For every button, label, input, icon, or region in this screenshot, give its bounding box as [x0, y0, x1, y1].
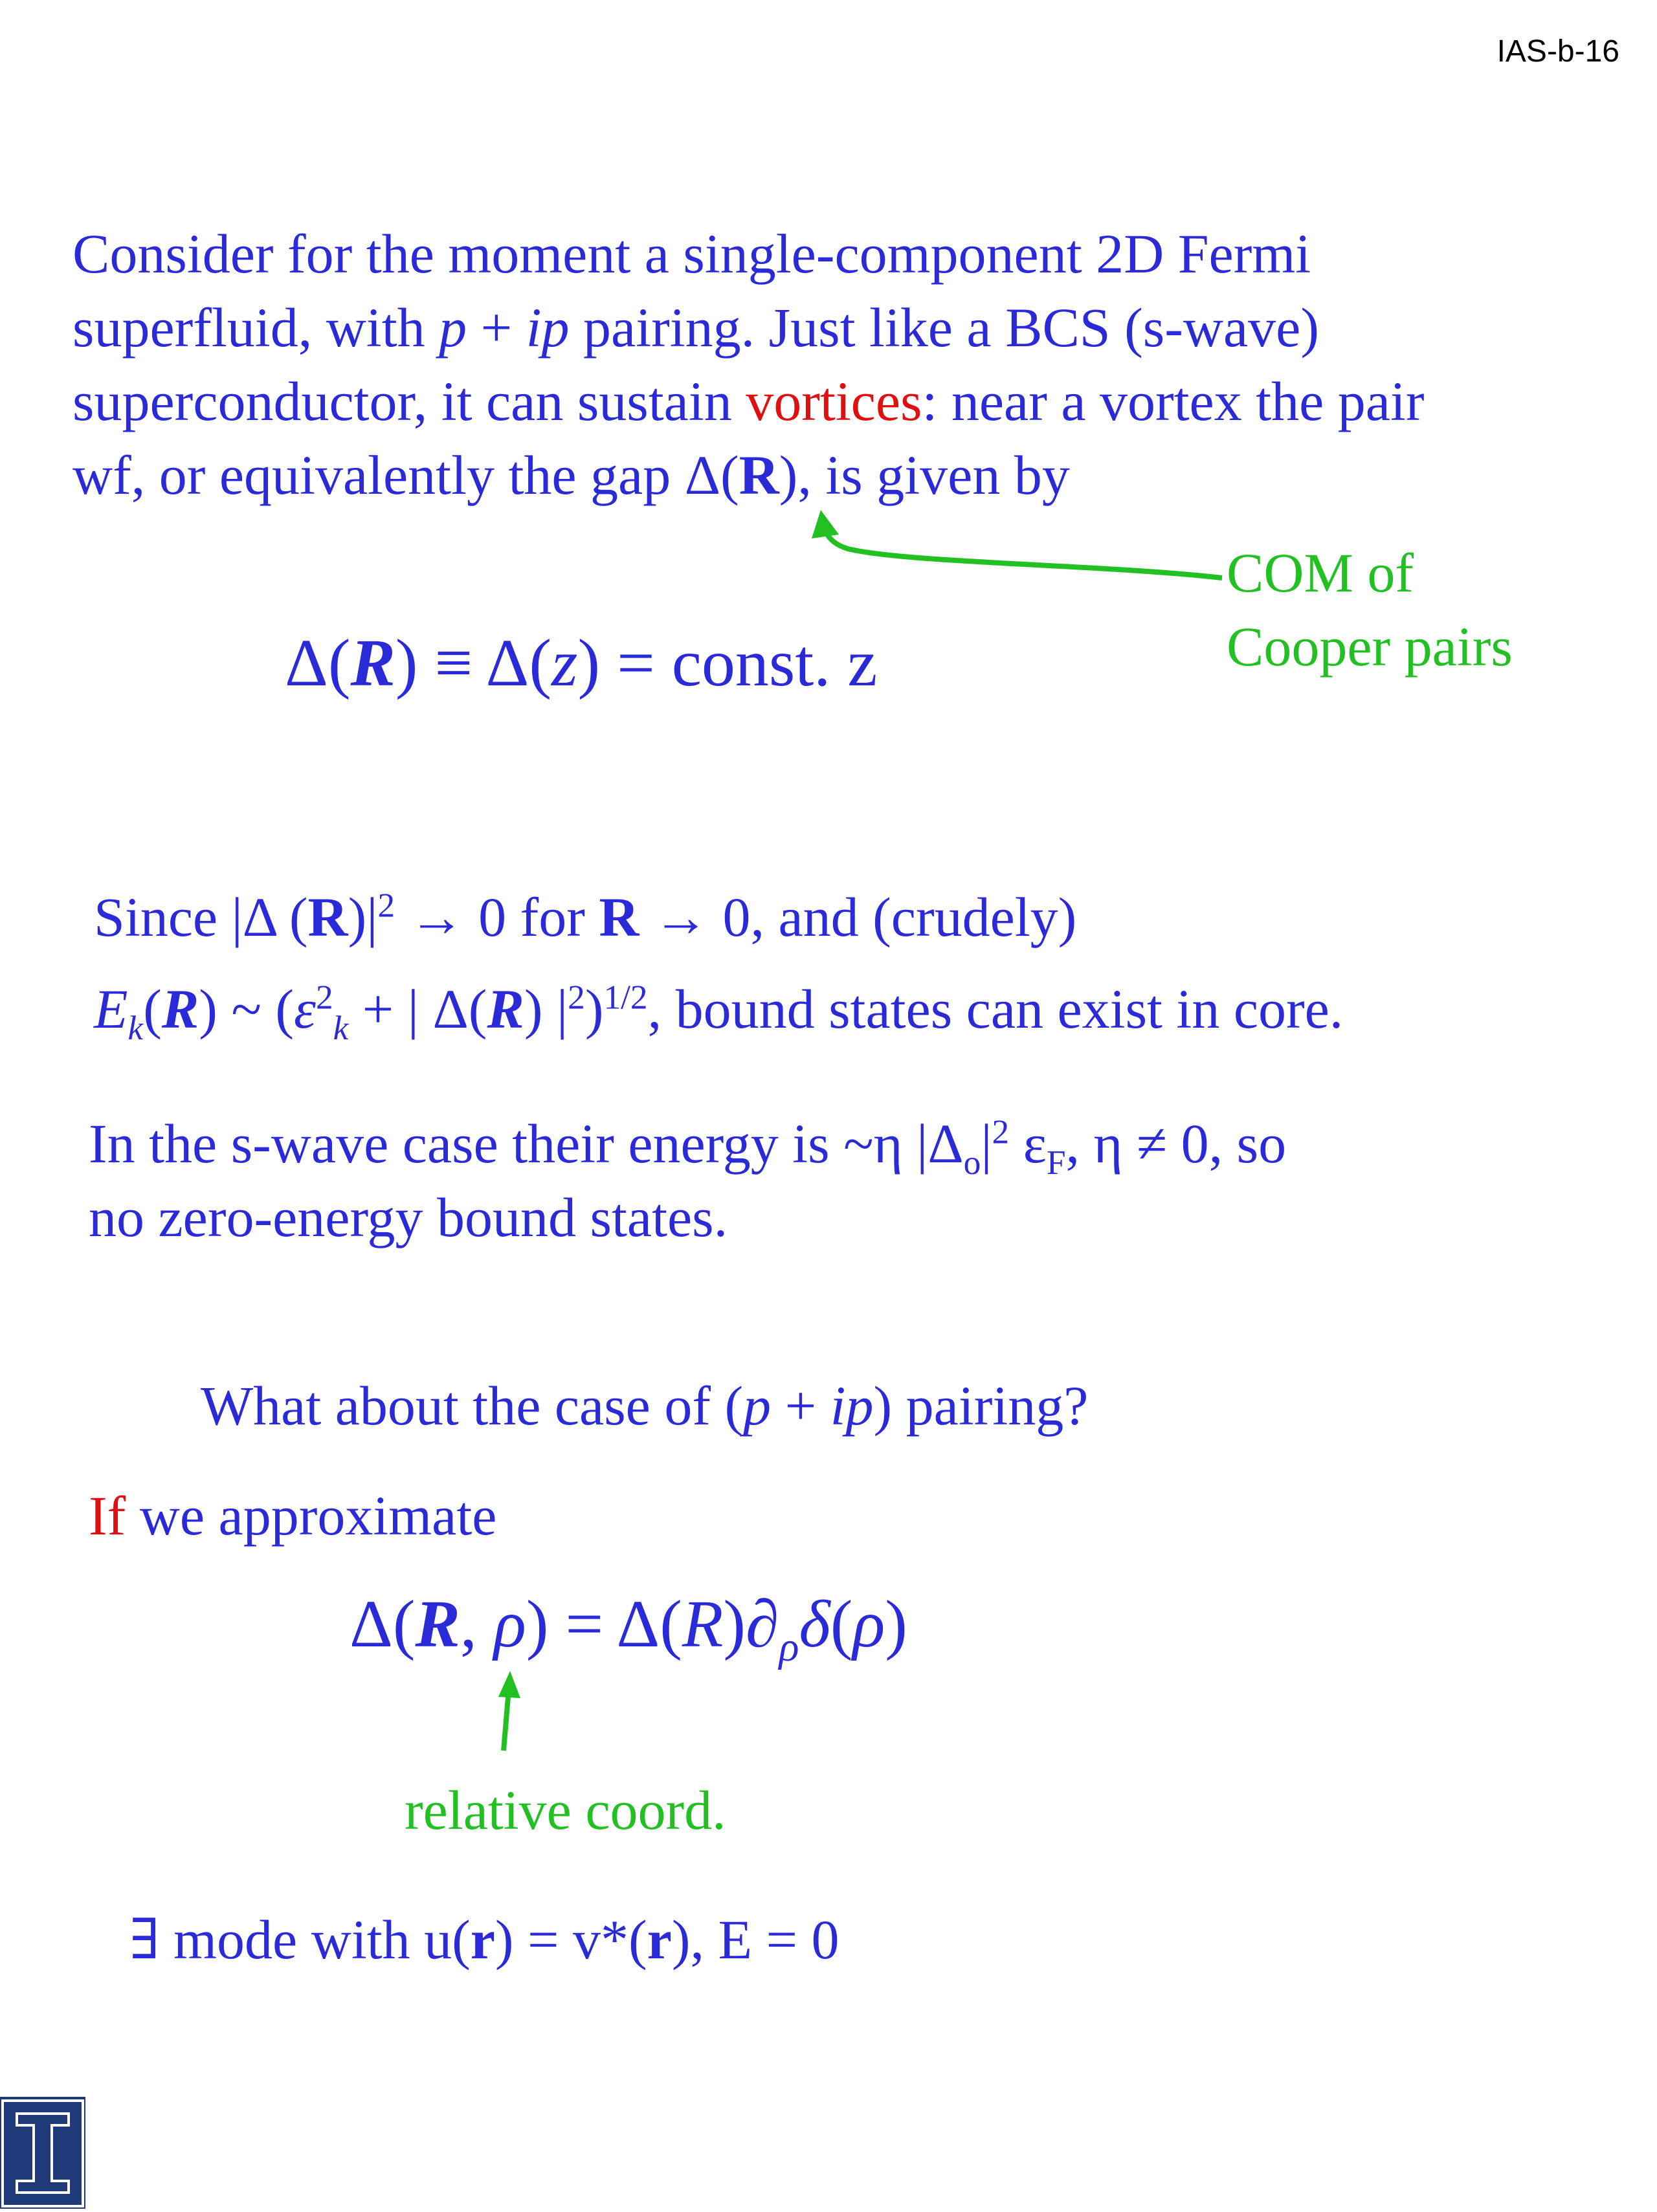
- intro-line-4: wf, or equivalently the gap Δ(R), is given by: [72, 444, 1070, 506]
- pip-question: What about the case of (p + ip) pairing?: [201, 1375, 1089, 1437]
- energy-formula-line: $E_k(R)$ ~ ($\varepsilon^2_k$ + | Δ(R) $|^2)^{1/2}$, bound states can exist in core.: [94, 977, 1344, 1048]
- com-label-line-2: Cooper pairs: [1227, 615, 1513, 678]
- swave-line-2: no zero-energy bound states.: [89, 1186, 728, 1248]
- intro-paragraph: [72, 217, 1425, 512]
- block-i-icon: [0, 2097, 85, 2209]
- pair-wavefunction-equation: Δ(R, $\rho) = \Delta(R)\partial_\rho\delta(\rho)$: [350, 1587, 907, 1670]
- com-arrow: [812, 510, 1222, 578]
- vortices-highlight: vortices: [746, 370, 922, 432]
- if-highlight: If: [89, 1485, 126, 1547]
- core-paragraph: [94, 880, 1343, 1046]
- com-annotation: [1227, 536, 1513, 683]
- intro-line-2: superfluid, with p + ip pairing. Just like a BCS (s-wave): [72, 296, 1319, 359]
- core-line-1: Since |Δ $(R)|^2 \to 0$ for R → 0, and (crudely): [94, 885, 1077, 948]
- zero-mode-line: ∃ mode with u(r) = v*(r), E = 0: [129, 1908, 840, 1971]
- com-label-line-1: COM of: [1227, 542, 1414, 604]
- swave-line-1: In the s-wave case their energy is ~η $|\Delta_o|^2$ $\varepsilon_F$, η ≠ 0, so: [89, 1112, 1287, 1182]
- approx-line: If we approximate: [89, 1485, 497, 1547]
- intro-line-1: Consider for the moment a single-component 2D Fermi: [72, 223, 1311, 285]
- slide-number: IAS-b-16: [1496, 34, 1619, 69]
- intro-line-3: superconductor, it can sustain vortices: near a vortex the pair: [72, 370, 1425, 432]
- relative-coord-annotation: relative coord.: [405, 1779, 726, 1841]
- swave-paragraph: [89, 1107, 1286, 1254]
- gap-equation: Δ(R) ≡ Δ(z) = const. z: [285, 626, 878, 700]
- university-logo: [0, 2097, 85, 2209]
- relative-coord-arrow: [498, 1671, 520, 1751]
